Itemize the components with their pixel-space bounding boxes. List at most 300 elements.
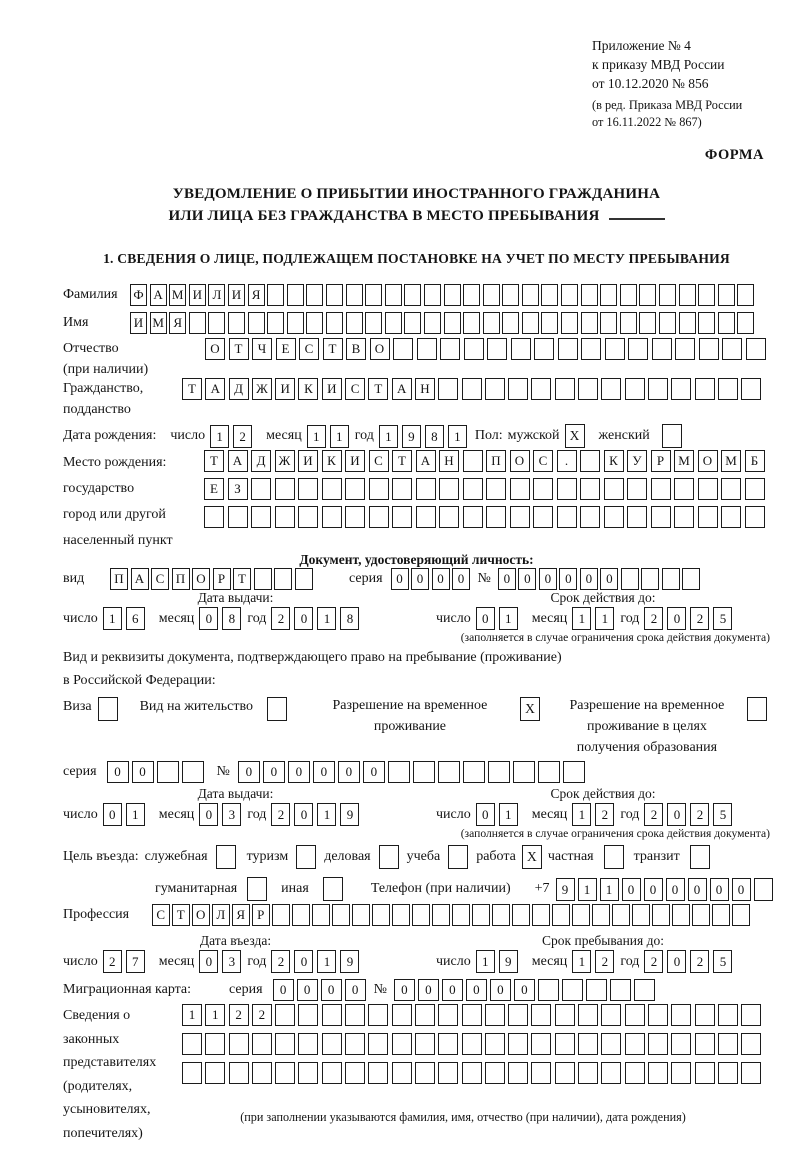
char-cell[interactable]: О xyxy=(698,450,718,472)
char-cell[interactable] xyxy=(272,904,290,926)
char-cell[interactable]: К xyxy=(322,450,342,472)
char-cell[interactable] xyxy=(438,1033,458,1055)
char-cell[interactable] xyxy=(345,1004,365,1026)
char-cell[interactable] xyxy=(563,761,585,783)
char-cell[interactable] xyxy=(182,761,204,783)
char-cell[interactable]: 0 xyxy=(199,803,218,826)
char-cell[interactable]: 0 xyxy=(644,878,663,901)
char-cell[interactable] xyxy=(392,506,412,528)
char-cell[interactable]: Р xyxy=(252,904,270,926)
char-cell[interactable] xyxy=(392,1062,412,1084)
char-cell[interactable]: А xyxy=(205,378,225,400)
char-cell[interactable]: 0 xyxy=(107,761,129,783)
char-cell[interactable] xyxy=(648,1062,668,1084)
char-cell[interactable] xyxy=(746,338,766,360)
char-cell[interactable] xyxy=(639,284,656,306)
char-cell[interactable] xyxy=(404,284,421,306)
char-cell[interactable]: Н xyxy=(439,450,459,472)
char-cell[interactable]: 0 xyxy=(688,878,707,901)
char-cell[interactable]: 0 xyxy=(442,979,463,1001)
char-cell[interactable] xyxy=(625,1004,645,1026)
char-cell[interactable] xyxy=(298,478,318,500)
char-cell[interactable]: Р xyxy=(651,450,671,472)
char-cell[interactable] xyxy=(298,1004,318,1026)
char-cell[interactable]: 9 xyxy=(556,878,575,901)
char-cell[interactable]: А xyxy=(131,568,149,590)
char-cell[interactable] xyxy=(651,478,671,500)
char-cell[interactable] xyxy=(695,1033,715,1055)
char-cell[interactable]: Т xyxy=(204,450,224,472)
char-cell[interactable]: 0 xyxy=(199,607,218,630)
sex-female-checkbox[interactable] xyxy=(662,424,682,448)
char-cell[interactable] xyxy=(369,478,389,500)
char-cell[interactable] xyxy=(625,378,645,400)
char-cell[interactable]: С xyxy=(533,450,553,472)
char-cell[interactable]: 0 xyxy=(273,979,294,1001)
char-cell[interactable]: О xyxy=(192,904,210,926)
char-cell[interactable] xyxy=(581,284,598,306)
char-cell[interactable]: 5 xyxy=(713,803,732,826)
char-cell[interactable] xyxy=(512,904,530,926)
char-cell[interactable]: 0 xyxy=(539,568,557,590)
char-cell[interactable] xyxy=(254,568,272,590)
char-cell[interactable] xyxy=(322,1062,342,1084)
char-cell[interactable]: У xyxy=(627,450,647,472)
char-cell[interactable]: 2 xyxy=(271,607,290,630)
char-cell[interactable]: 0 xyxy=(518,568,536,590)
char-cell[interactable]: Т xyxy=(323,338,343,360)
char-cell[interactable] xyxy=(533,506,553,528)
char-cell[interactable] xyxy=(392,1004,412,1026)
char-cell[interactable] xyxy=(229,1033,249,1055)
char-cell[interactable]: П xyxy=(486,450,506,472)
char-cell[interactable]: Т xyxy=(172,904,190,926)
char-cell[interactable]: Ж xyxy=(252,378,272,400)
char-cell[interactable]: 0 xyxy=(238,761,260,783)
char-cell[interactable]: С xyxy=(345,378,365,400)
char-cell[interactable] xyxy=(718,1062,738,1084)
char-cell[interactable]: 2 xyxy=(644,607,663,630)
char-cell[interactable] xyxy=(251,506,271,528)
char-cell[interactable] xyxy=(416,478,436,500)
char-cell[interactable] xyxy=(648,1004,668,1026)
char-cell[interactable] xyxy=(610,979,631,1001)
char-cell[interactable]: К xyxy=(298,378,318,400)
char-cell[interactable] xyxy=(578,1033,598,1055)
char-cell[interactable] xyxy=(274,568,292,590)
char-cell[interactable]: К xyxy=(604,450,624,472)
char-cell[interactable]: В xyxy=(346,338,366,360)
char-cell[interactable] xyxy=(538,761,560,783)
char-cell[interactable] xyxy=(463,761,485,783)
char-cell[interactable]: Б xyxy=(745,450,765,472)
char-cell[interactable] xyxy=(385,312,402,334)
char-cell[interactable]: 0 xyxy=(199,950,218,973)
char-cell[interactable] xyxy=(275,478,295,500)
char-cell[interactable]: 0 xyxy=(321,979,342,1001)
char-cell[interactable] xyxy=(248,312,265,334)
char-cell[interactable] xyxy=(601,1033,621,1055)
char-cell[interactable]: Т xyxy=(368,378,388,400)
char-cell[interactable] xyxy=(612,904,630,926)
char-cell[interactable] xyxy=(424,312,441,334)
char-cell[interactable]: 8 xyxy=(340,607,359,630)
char-cell[interactable] xyxy=(531,1004,551,1026)
char-cell[interactable] xyxy=(580,478,600,500)
char-cell[interactable] xyxy=(628,338,648,360)
char-cell[interactable]: 2 xyxy=(690,607,709,630)
char-cell[interactable]: 2 xyxy=(690,803,709,826)
char-cell[interactable] xyxy=(578,378,598,400)
temp-residence-checkbox[interactable]: X xyxy=(520,697,540,721)
char-cell[interactable] xyxy=(580,506,600,528)
char-cell[interactable] xyxy=(326,284,343,306)
char-cell[interactable]: 1 xyxy=(572,607,591,630)
char-cell[interactable] xyxy=(368,1062,388,1084)
char-cell[interactable] xyxy=(511,338,531,360)
char-cell[interactable] xyxy=(555,1062,575,1084)
char-cell[interactable]: 1 xyxy=(307,425,326,448)
char-cell[interactable]: Н xyxy=(415,378,435,400)
char-cell[interactable] xyxy=(581,312,598,334)
char-cell[interactable] xyxy=(444,284,461,306)
char-cell[interactable] xyxy=(718,1033,738,1055)
char-cell[interactable]: 9 xyxy=(402,425,421,448)
char-cell[interactable] xyxy=(745,506,765,528)
char-cell[interactable] xyxy=(508,1033,528,1055)
char-cell[interactable] xyxy=(522,284,539,306)
char-cell[interactable] xyxy=(561,284,578,306)
char-cell[interactable]: 1 xyxy=(379,425,398,448)
char-cell[interactable] xyxy=(298,1062,318,1084)
char-cell[interactable]: 1 xyxy=(572,803,591,826)
char-cell[interactable] xyxy=(671,1062,691,1084)
char-cell[interactable] xyxy=(741,1062,761,1084)
visa-checkbox[interactable] xyxy=(98,697,118,721)
char-cell[interactable]: И xyxy=(228,284,245,306)
char-cell[interactable] xyxy=(492,904,510,926)
char-cell[interactable]: А xyxy=(392,378,412,400)
char-cell[interactable] xyxy=(385,284,402,306)
char-cell[interactable] xyxy=(205,1062,225,1084)
char-cell[interactable] xyxy=(502,312,519,334)
char-cell[interactable]: 0 xyxy=(394,979,415,1001)
char-cell[interactable]: 0 xyxy=(600,568,618,590)
char-cell[interactable] xyxy=(513,761,535,783)
char-cell[interactable] xyxy=(600,312,617,334)
purpose-other-checkbox[interactable] xyxy=(323,877,343,901)
char-cell[interactable] xyxy=(485,378,505,400)
char-cell[interactable] xyxy=(721,478,741,500)
char-cell[interactable] xyxy=(182,1062,202,1084)
char-cell[interactable]: Е xyxy=(276,338,296,360)
char-cell[interactable]: 0 xyxy=(132,761,154,783)
purpose-item-0-checkbox[interactable] xyxy=(216,845,236,869)
purpose-item-4-checkbox[interactable]: X xyxy=(522,845,542,869)
char-cell[interactable] xyxy=(157,761,179,783)
char-cell[interactable]: 1 xyxy=(499,607,518,630)
char-cell[interactable] xyxy=(322,1033,342,1055)
char-cell[interactable]: 2 xyxy=(644,950,663,973)
char-cell[interactable]: 7 xyxy=(126,950,145,973)
char-cell[interactable] xyxy=(424,284,441,306)
char-cell[interactable] xyxy=(326,312,343,334)
char-cell[interactable]: 2 xyxy=(595,803,614,826)
char-cell[interactable]: М xyxy=(169,284,186,306)
char-cell[interactable] xyxy=(438,1004,458,1026)
char-cell[interactable] xyxy=(671,378,691,400)
char-cell[interactable]: С xyxy=(152,904,170,926)
char-cell[interactable] xyxy=(462,1004,482,1026)
char-cell[interactable] xyxy=(287,284,304,306)
char-cell[interactable]: Ч xyxy=(252,338,272,360)
char-cell[interactable] xyxy=(322,506,342,528)
char-cell[interactable] xyxy=(555,1004,575,1026)
char-cell[interactable] xyxy=(600,284,617,306)
char-cell[interactable] xyxy=(439,506,459,528)
purpose-item-5-checkbox[interactable] xyxy=(604,845,624,869)
char-cell[interactable]: И xyxy=(298,450,318,472)
char-cell[interactable] xyxy=(679,312,696,334)
sex-male-checkbox[interactable]: X xyxy=(565,424,585,448)
char-cell[interactable] xyxy=(699,338,719,360)
char-cell[interactable] xyxy=(641,568,659,590)
char-cell[interactable] xyxy=(652,904,670,926)
char-cell[interactable]: 2 xyxy=(644,803,663,826)
char-cell[interactable] xyxy=(275,1033,295,1055)
char-cell[interactable]: 0 xyxy=(490,979,511,1001)
char-cell[interactable] xyxy=(538,979,559,1001)
char-cell[interactable] xyxy=(561,312,578,334)
char-cell[interactable]: 0 xyxy=(666,878,685,901)
char-cell[interactable] xyxy=(620,312,637,334)
char-cell[interactable] xyxy=(601,1004,621,1026)
char-cell[interactable] xyxy=(562,979,583,1001)
char-cell[interactable] xyxy=(417,338,437,360)
char-cell[interactable]: 1 xyxy=(126,803,145,826)
char-cell[interactable] xyxy=(601,1062,621,1084)
char-cell[interactable] xyxy=(510,506,530,528)
char-cell[interactable] xyxy=(557,506,577,528)
char-cell[interactable]: 0 xyxy=(338,761,360,783)
char-cell[interactable]: 1 xyxy=(448,425,467,448)
char-cell[interactable] xyxy=(581,338,601,360)
char-cell[interactable] xyxy=(737,284,754,306)
char-cell[interactable]: Я xyxy=(232,904,250,926)
char-cell[interactable]: 9 xyxy=(340,803,359,826)
char-cell[interactable]: 2 xyxy=(103,950,122,973)
char-cell[interactable] xyxy=(388,761,410,783)
char-cell[interactable] xyxy=(463,478,483,500)
char-cell[interactable]: 1 xyxy=(476,950,495,973)
char-cell[interactable]: И xyxy=(275,378,295,400)
char-cell[interactable] xyxy=(312,904,330,926)
char-cell[interactable] xyxy=(228,506,248,528)
char-cell[interactable]: . xyxy=(557,450,577,472)
char-cell[interactable] xyxy=(532,904,550,926)
char-cell[interactable] xyxy=(485,1062,505,1084)
char-cell[interactable] xyxy=(204,506,224,528)
char-cell[interactable] xyxy=(486,478,506,500)
char-cell[interactable]: Р xyxy=(213,568,231,590)
char-cell[interactable]: И xyxy=(345,450,365,472)
char-cell[interactable]: 2 xyxy=(252,1004,272,1026)
char-cell[interactable] xyxy=(372,904,390,926)
char-cell[interactable] xyxy=(712,904,730,926)
char-cell[interactable] xyxy=(287,312,304,334)
char-cell[interactable] xyxy=(462,1033,482,1055)
char-cell[interactable] xyxy=(698,506,718,528)
char-cell[interactable]: 6 xyxy=(126,607,145,630)
char-cell[interactable]: 0 xyxy=(667,803,686,826)
char-cell[interactable] xyxy=(462,1062,482,1084)
char-cell[interactable] xyxy=(275,1004,295,1026)
char-cell[interactable]: 8 xyxy=(222,607,241,630)
char-cell[interactable] xyxy=(463,284,480,306)
char-cell[interactable] xyxy=(672,904,690,926)
char-cell[interactable] xyxy=(674,506,694,528)
char-cell[interactable]: Д xyxy=(229,378,249,400)
char-cell[interactable]: С xyxy=(151,568,169,590)
char-cell[interactable] xyxy=(718,312,735,334)
char-cell[interactable]: П xyxy=(110,568,128,590)
char-cell[interactable] xyxy=(652,338,672,360)
char-cell[interactable]: С xyxy=(299,338,319,360)
char-cell[interactable] xyxy=(604,478,624,500)
char-cell[interactable]: Я xyxy=(248,284,265,306)
char-cell[interactable] xyxy=(674,478,694,500)
char-cell[interactable] xyxy=(508,1062,528,1084)
char-cell[interactable] xyxy=(267,312,284,334)
char-cell[interactable] xyxy=(352,904,370,926)
char-cell[interactable] xyxy=(267,284,284,306)
char-cell[interactable]: 0 xyxy=(732,878,751,901)
char-cell[interactable] xyxy=(634,979,655,1001)
char-cell[interactable] xyxy=(229,1062,249,1084)
char-cell[interactable] xyxy=(306,284,323,306)
char-cell[interactable]: М xyxy=(721,450,741,472)
char-cell[interactable] xyxy=(741,378,761,400)
char-cell[interactable] xyxy=(679,284,696,306)
char-cell[interactable]: 0 xyxy=(452,568,470,590)
char-cell[interactable] xyxy=(692,904,710,926)
char-cell[interactable] xyxy=(438,761,460,783)
char-cell[interactable] xyxy=(627,506,647,528)
char-cell[interactable] xyxy=(415,1062,435,1084)
char-cell[interactable] xyxy=(439,478,459,500)
char-cell[interactable]: Т xyxy=(392,450,412,472)
char-cell[interactable] xyxy=(182,1033,202,1055)
char-cell[interactable]: 0 xyxy=(476,607,495,630)
char-cell[interactable]: О xyxy=(510,450,530,472)
char-cell[interactable] xyxy=(722,338,742,360)
char-cell[interactable] xyxy=(625,1062,645,1084)
char-cell[interactable] xyxy=(252,1062,272,1084)
char-cell[interactable]: 0 xyxy=(288,761,310,783)
purpose-item-1-checkbox[interactable] xyxy=(296,845,316,869)
char-cell[interactable]: М xyxy=(150,312,167,334)
char-cell[interactable] xyxy=(718,284,735,306)
char-cell[interactable] xyxy=(578,1062,598,1084)
char-cell[interactable] xyxy=(695,378,715,400)
char-cell[interactable] xyxy=(393,338,413,360)
char-cell[interactable] xyxy=(558,338,578,360)
char-cell[interactable]: 0 xyxy=(313,761,335,783)
char-cell[interactable] xyxy=(533,478,553,500)
char-cell[interactable]: 1 xyxy=(499,803,518,826)
char-cell[interactable] xyxy=(463,450,483,472)
char-cell[interactable] xyxy=(620,284,637,306)
char-cell[interactable] xyxy=(621,568,639,590)
char-cell[interactable] xyxy=(632,904,650,926)
char-cell[interactable]: 5 xyxy=(713,607,732,630)
char-cell[interactable] xyxy=(541,284,558,306)
char-cell[interactable]: О xyxy=(370,338,390,360)
char-cell[interactable]: 3 xyxy=(222,803,241,826)
char-cell[interactable] xyxy=(485,1033,505,1055)
char-cell[interactable]: 3 xyxy=(222,950,241,973)
char-cell[interactable] xyxy=(745,478,765,500)
char-cell[interactable] xyxy=(627,478,647,500)
char-cell[interactable] xyxy=(737,312,754,334)
char-cell[interactable] xyxy=(332,904,350,926)
char-cell[interactable]: С xyxy=(369,450,389,472)
char-cell[interactable] xyxy=(189,312,206,334)
char-cell[interactable]: 1 xyxy=(317,607,336,630)
char-cell[interactable] xyxy=(452,904,470,926)
char-cell[interactable]: М xyxy=(674,450,694,472)
char-cell[interactable] xyxy=(698,312,715,334)
char-cell[interactable] xyxy=(472,904,490,926)
char-cell[interactable]: 1 xyxy=(600,878,619,901)
char-cell[interactable] xyxy=(345,1033,365,1055)
char-cell[interactable]: 2 xyxy=(271,803,290,826)
char-cell[interactable] xyxy=(508,1004,528,1026)
char-cell[interactable] xyxy=(392,904,410,926)
char-cell[interactable] xyxy=(488,761,510,783)
char-cell[interactable]: 2 xyxy=(271,950,290,973)
char-cell[interactable]: 0 xyxy=(667,607,686,630)
char-cell[interactable]: 1 xyxy=(578,878,597,901)
char-cell[interactable] xyxy=(572,904,590,926)
purpose-item-2-checkbox[interactable] xyxy=(379,845,399,869)
char-cell[interactable] xyxy=(208,312,225,334)
char-cell[interactable] xyxy=(741,1033,761,1055)
char-cell[interactable] xyxy=(438,1062,458,1084)
char-cell[interactable]: 1 xyxy=(595,607,614,630)
char-cell[interactable]: 0 xyxy=(363,761,385,783)
char-cell[interactable] xyxy=(346,312,363,334)
char-cell[interactable]: 8 xyxy=(425,425,444,448)
char-cell[interactable]: Ж xyxy=(275,450,295,472)
char-cell[interactable] xyxy=(483,284,500,306)
char-cell[interactable] xyxy=(292,904,310,926)
char-cell[interactable]: 2 xyxy=(595,950,614,973)
char-cell[interactable]: А xyxy=(228,450,248,472)
char-cell[interactable]: 0 xyxy=(466,979,487,1001)
char-cell[interactable] xyxy=(368,1004,388,1026)
char-cell[interactable]: 0 xyxy=(345,979,366,1001)
char-cell[interactable]: 0 xyxy=(710,878,729,901)
char-cell[interactable] xyxy=(463,506,483,528)
char-cell[interactable] xyxy=(578,1004,598,1026)
char-cell[interactable] xyxy=(682,568,700,590)
char-cell[interactable] xyxy=(275,506,295,528)
char-cell[interactable] xyxy=(754,878,773,901)
char-cell[interactable] xyxy=(416,506,436,528)
char-cell[interactable] xyxy=(601,378,621,400)
char-cell[interactable] xyxy=(432,904,450,926)
